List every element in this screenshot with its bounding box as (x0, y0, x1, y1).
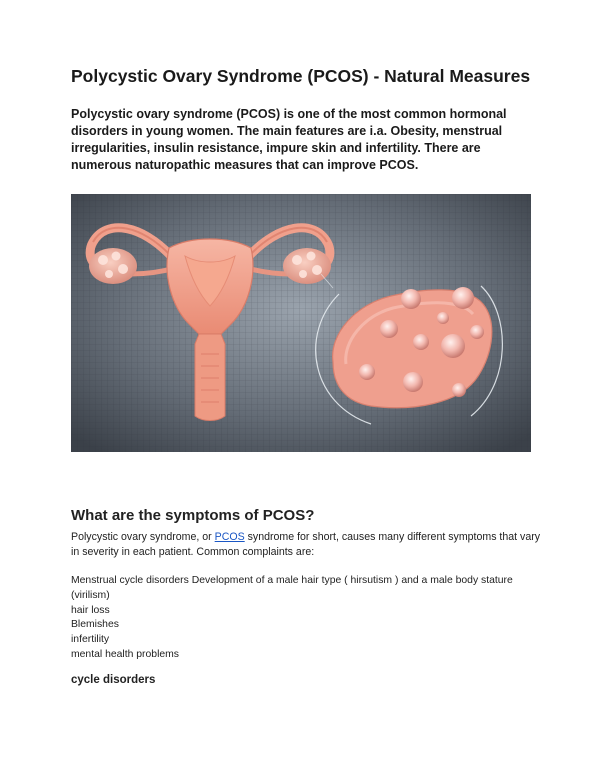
list-item: (virilism) (71, 589, 110, 601)
symptoms-heading: What are the symptoms of PCOS? (71, 507, 315, 524)
symptoms-paragraph (71, 530, 541, 560)
pcos-link[interactable]: PCOS (214, 531, 245, 543)
list-item: Menstrual cycle disorders Development of a male hair type ( hirsutism ) and a male body stature (71, 575, 513, 586)
uterus-ovary-icon (71, 194, 531, 452)
pcos-illustration (71, 194, 531, 452)
intro-paragraph: Polycystic ovary syndrome (PCOS) is one of the most common hormonal disorders in young women. The main features are i.a. Obesity, menstrual irregularities, insulin resistance, impure skin and infertility. There are numerous naturopathic measures that can improve PCOS. (71, 107, 507, 172)
list-item: Blemishes (71, 619, 119, 631)
cycle-disorders-heading: cycle disorders (71, 674, 156, 686)
symptoms-list (71, 574, 541, 663)
page-title: Polycystic Ovary Syndrome (PCOS) - Natural Measures (71, 66, 531, 86)
list-item: hair loss (71, 604, 110, 616)
list-item: mental health problems (71, 648, 180, 660)
paragraph-text-start: Polycystic ovary syndrome, or (71, 531, 215, 543)
list-item: infertility (71, 634, 110, 646)
paragraph-text-end: syndrome for short, causes many different symptoms that vary in severity in each patient. Common complaints are: (71, 531, 541, 558)
